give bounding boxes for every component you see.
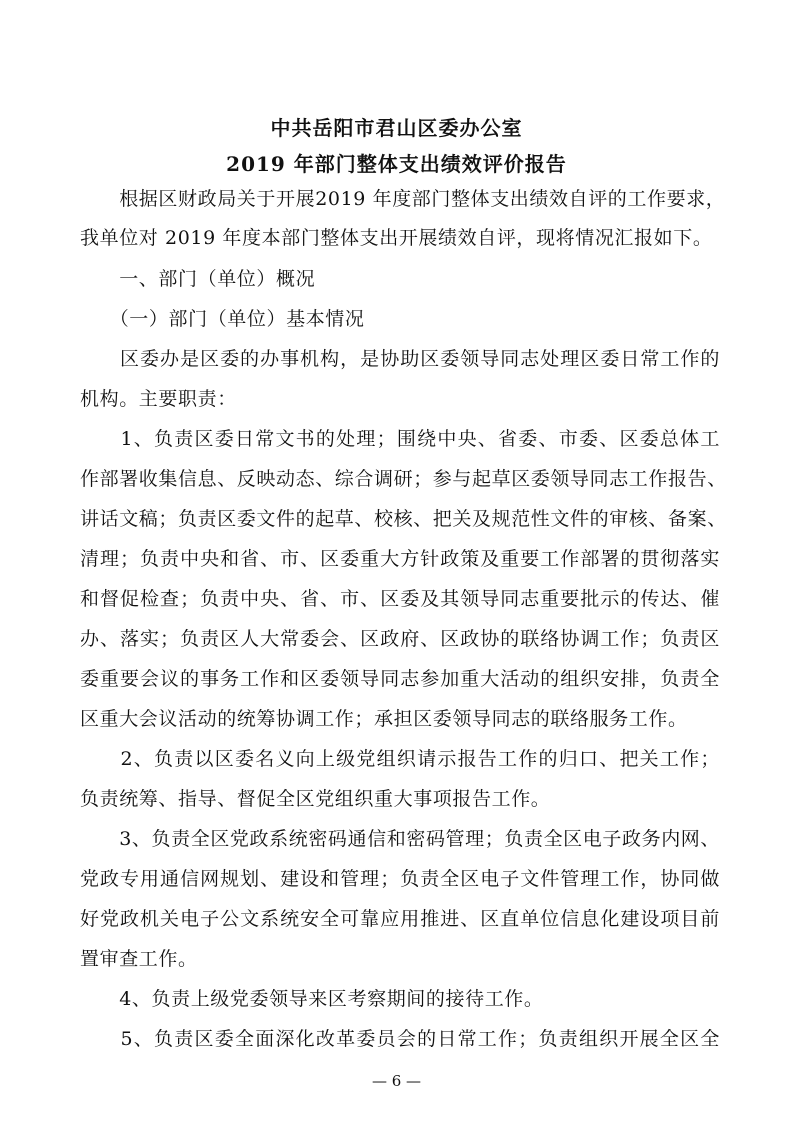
body-line: 讲话文稿；负责区委文件的起草、校核、把关及规范性文件的审核、备案、 (80, 508, 727, 530)
document-title-report: 2019 年部门整体支出绩效评价报告 (226, 152, 567, 176)
body-line: 1、负责区委日常文书的处理；围绕中央、省委、市委、区委总体工 (80, 428, 720, 450)
body-line: 根据区财政局关于开展2019 年度部门整体支出绩效自评的工作要求， (80, 188, 726, 210)
body-line: 办、落实；负责区人大常委会、区政府、区政协的联络协调工作；负责区 (80, 628, 720, 650)
body-line: 机构。主要职责： (80, 388, 237, 410)
body-line: 我单位对 2019 年度本部门整体支出开展绩效自评，现将情况汇报如下。 (80, 227, 713, 249)
section-heading: 一、部门（单位）概况 (80, 268, 316, 290)
body-line: 区重大会议活动的统筹协调工作；承担区委领导同志的联络服务工作。 (80, 708, 688, 730)
body-line: 清理；负责中央和省、市、区委重大方针政策及重要工作部署的贯彻落实 (80, 548, 720, 570)
body-line: 作部署收集信息、反映动态、综合调研；参与起草区委领导同志工作报告、 (80, 468, 727, 490)
body-line: 负责统筹、指导、督促全区党组织重大事项报告工作。 (80, 788, 551, 810)
document-title-org: 中共岳阳市君山区委办公室 (270, 116, 523, 140)
body-line: 委重要会议的事务工作和区委领导同志参加重大活动的组织安排，负责全 (80, 668, 720, 690)
body-line: 2、负责以区委名义向上级党组织请示报告工作的归口、把关工作； (80, 748, 720, 770)
subsection-heading: （一）部门（单位）基本情况 (80, 308, 365, 330)
body-line: 置审查工作。 (80, 948, 198, 970)
body-line: 5、负责区委全面深化改革委员会的日常工作；负责组织开展全区全 (80, 1028, 720, 1050)
body-line: 和督促检查；负责中央、省、市、区委及其领导同志重要批示的传达、催 (80, 588, 720, 610)
body-line: 3、负责全区党政系统密码通信和密码管理；负责全区电子政务内网、 (80, 828, 720, 850)
page-number: — 6 — (371, 1072, 422, 1090)
body-line: 党政专用通信网规划、建设和管理；负责全区电子文件管理工作，协同做 (80, 868, 720, 890)
body-line: 好党政机关电子公文系统安全可靠应用推进、区直单位信息化建设项目前 (80, 908, 720, 930)
body-line: 区委办是区委的办事机构，是协助区委领导同志处理区委日常工作的 (80, 348, 720, 370)
body-line: 4、负责上级党委领导来区考察期间的接待工作。 (80, 988, 544, 1010)
